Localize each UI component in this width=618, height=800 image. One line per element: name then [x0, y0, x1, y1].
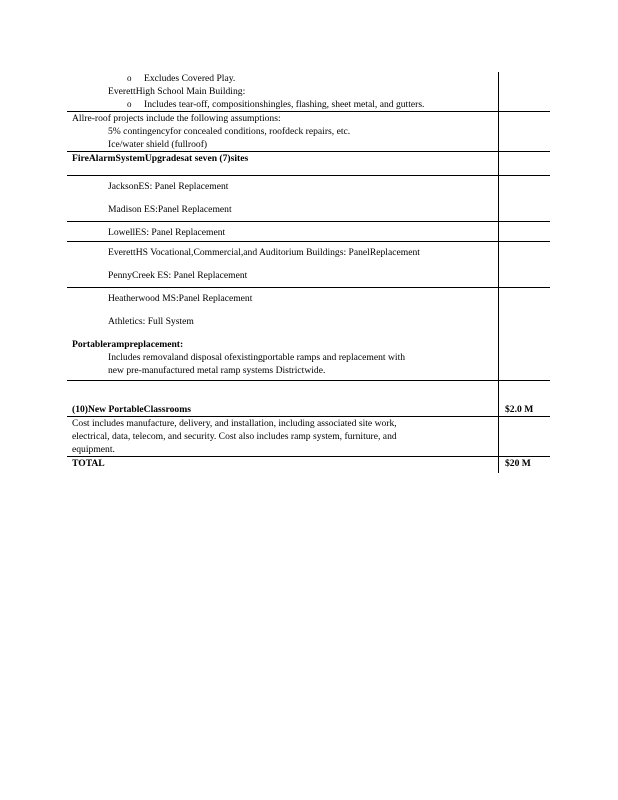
heatherwood-text: Heatherwood MS:Panel Replacement [108, 293, 253, 304]
table-row [67, 417, 550, 457]
cost-cell [499, 288, 551, 381]
list-item [72, 364, 492, 377]
table-row [67, 381, 550, 417]
fire-alarm-heading: FireAlarmSystemUpgradesat seven (7)sites [72, 153, 249, 164]
description-cell [67, 222, 499, 242]
excludes-covered-play-text: Excludes Covered Play. [144, 73, 236, 84]
contingency-text: 5% contingencyfor concealed conditions, roofdeck repairs, etc. [108, 126, 351, 137]
table-row [67, 242, 550, 288]
portables-heading: (10)New PortableClassrooms [72, 404, 191, 415]
list-item [72, 203, 492, 216]
cost-cell [499, 242, 551, 288]
list-item [72, 269, 492, 282]
ice-water-shield-text: Ice/water shield (fullroof) [108, 139, 208, 150]
document-table-wrapper [67, 72, 533, 473]
table-row [67, 222, 550, 242]
table-row [67, 176, 550, 222]
ramps-includes-line2: new pre-manufactured metal ramp systems Districtwide. [108, 365, 326, 376]
project-cost-table [67, 72, 550, 473]
list-item [72, 138, 492, 151]
table-row [67, 457, 550, 474]
list-item [72, 72, 492, 85]
table-row [67, 72, 550, 112]
description-cell [67, 152, 499, 176]
cost-cell [499, 152, 551, 176]
description-cell [67, 288, 499, 381]
everett-hs-text: EverettHS Vocational,Commercial,and Auditorium Buildings: PanelReplacement [108, 247, 420, 258]
total-label: TOTAL [72, 458, 105, 469]
list-item [72, 315, 492, 328]
description-cell [67, 112, 499, 152]
description-cell [67, 381, 499, 417]
list-item [72, 246, 492, 259]
list-item [72, 351, 492, 364]
portables-desc-line1: Cost includes manufacture, delivery, and installation, including associated site work, [72, 418, 397, 429]
list-item [72, 85, 492, 98]
description-cell [67, 176, 499, 222]
description-cell [67, 242, 499, 288]
lowell-text: LowellES: Panel Replacement [108, 227, 226, 238]
includes-tearoff-text: Includes tear-off, compositionshingles, flashing, sheet metal, and gutters. [144, 99, 425, 110]
list-item [72, 180, 492, 193]
ramps-includes-line1: Includes removaland disposal ofexistingportable ramps and replacement with [108, 352, 406, 363]
cost-cell [499, 72, 551, 112]
cost-cell [499, 457, 551, 474]
everett-main-building-text: EverettHigh School Main Building: [108, 86, 246, 97]
ramps-heading: Portablerampreplacement: [72, 339, 184, 350]
portables-desc-line2: electrical, data, telecom, and security. Cost also includes ramp system, furniture, and [72, 431, 397, 442]
portables-cost: $2.0 M [505, 404, 534, 415]
list-item [72, 292, 492, 305]
total-cost: $20 M [505, 458, 531, 469]
list-item [72, 226, 492, 239]
jackson-text: JacksonES: Panel Replacement [108, 181, 229, 192]
circle-bullet-icon: o [127, 99, 132, 109]
list-item [72, 98, 492, 111]
penny-creek-text: PennyCreek ES: Panel Replacement [108, 270, 248, 281]
cost-cell [499, 176, 551, 222]
description-cell [67, 417, 499, 457]
table-row [67, 152, 550, 176]
cost-cell [499, 381, 551, 417]
description-cell [67, 457, 499, 474]
cost-cell [499, 222, 551, 242]
madison-text: Madison ES:Panel Replacement [108, 204, 232, 215]
table-row [67, 112, 550, 152]
description-cell [67, 72, 499, 112]
portables-desc-line3: equipment. [72, 444, 115, 455]
athletics-text: Athletics: Full System [108, 316, 194, 327]
cost-cell [499, 112, 551, 152]
cost-cell [499, 417, 551, 457]
table-row [67, 288, 550, 381]
circle-bullet-icon: o [127, 73, 132, 83]
assumptions-intro: Allre-roof projects include the following assumptions: [72, 113, 281, 124]
list-item [72, 125, 492, 138]
